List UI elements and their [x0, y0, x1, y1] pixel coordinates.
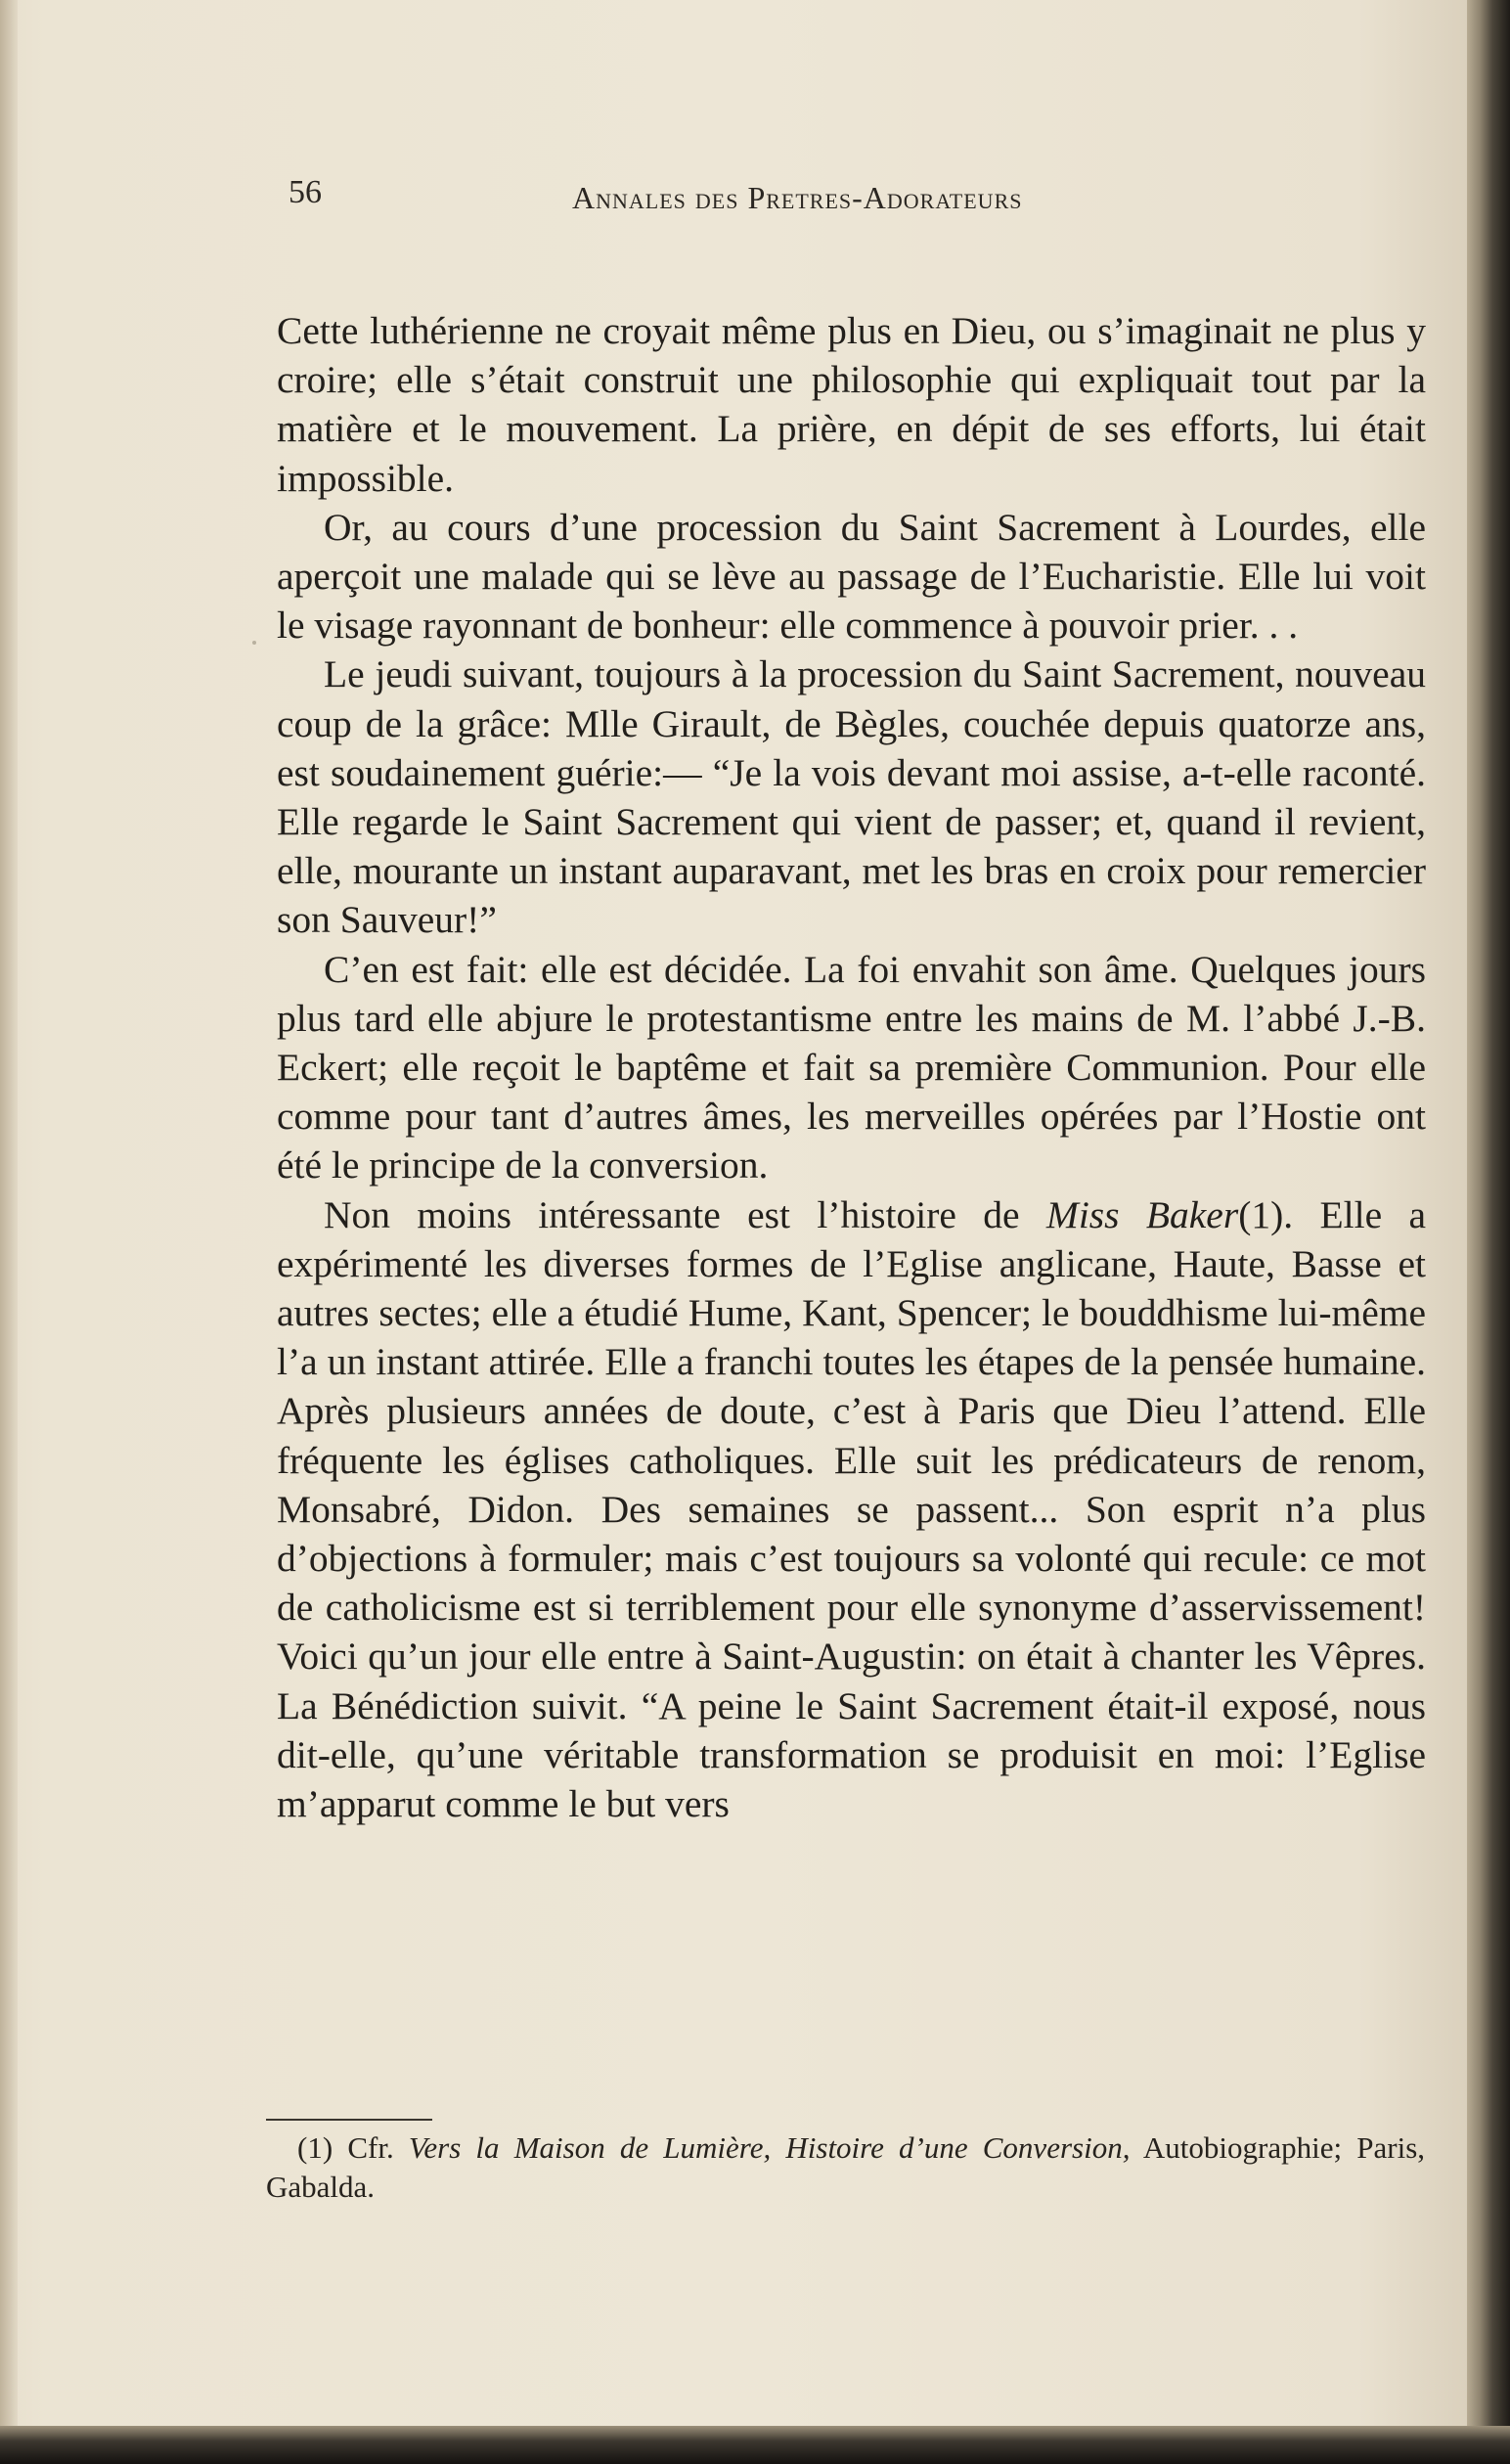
footnote-book-title: Vers la Maison de Lumière, Histoire d’une Conversion,	[408, 2130, 1131, 2165]
footnote-marker: (1)	[297, 2130, 333, 2165]
footnote-publisher: Autobiographie; Paris, Gabalda.	[266, 2130, 1426, 2204]
paragraph-1: Cette luthérienne ne croyait même plus en Dieu, ou s’imaginait ne plus y croire; elle s’était construit une philosophie qui expliquait tout par la matière et le mouvement. La prière, en dépit de ses efforts, lui était impossible.	[277, 309, 1426, 500]
footnote-rule	[266, 2119, 432, 2121]
page-gutter	[0, 0, 18, 2426]
paragraph-2: Or, au cours d’une procession du Saint Sacrement à Lourdes, elle aperçoit une malade qui se lève au passage de l’Eucharistie. Elle lui voit le visage rayonnant de bonheur: elle commence à pouvoir prier. . .	[277, 505, 1426, 648]
page-edge-shadow	[1467, 0, 1510, 2464]
page-header	[289, 174, 1149, 223]
main-text	[277, 306, 1426, 1828]
footnote-cfr: Cfr.	[347, 2130, 394, 2165]
paragraph-5	[277, 1190, 1426, 1829]
ink-speck	[282, 425, 287, 428]
paragraph-3: Le jeudi suivant, toujours à la procession du Saint Sacrement, nouveau coup de la grâce: Mlle Girault, de Bègles, couchée depuis quatorze ans, est soudainement guérie:— “Je la vois devant moi assise, a-t-elle raconté. Elle regarde le Saint Sacrement qui vient de passer; et, quand il revient, elle, mourante un instant auparavant, met les bras en croix pour remercier son Sauveur!”	[277, 652, 1426, 942]
page-bottom-shadow	[0, 2426, 1510, 2464]
running-title: Annales des Pretres-Adorateurs	[572, 180, 1023, 215]
ink-speck	[252, 641, 256, 645]
page-number: 56	[289, 174, 322, 210]
paragraph-5-start: Non moins intéressante est l’histoire de	[324, 1192, 1046, 1236]
miss-baker-name: Miss Baker	[1045, 1192, 1239, 1236]
footnote	[266, 2128, 1425, 2207]
paragraph-4: C’en est fait: elle est décidée. La foi envahit son âme. Quelques jours plus tard elle abjure le protestantisme entre les mains de M. l’abbé J.-B. Eckert; elle reçoit le baptême et fait sa première Communion. Pour elle comme pour tant d’autres âmes, les merveilles opérées par l’Hostie ont été le principe de la conversion.	[277, 947, 1426, 1187]
paragraph-5-rest: (1). Elle a expérimenté les diverses formes de l’Eglise anglicane, Haute, Basse et autres sectes; elle a étudié Hume, Kant, Spencer; le bouddhisme lui-même l’a un instant attirée. Elle a franchi toutes les étapes de la pensée humaine. Après plusieurs années de doute, c’est à Paris que Dieu l’attend. Elle fréquente les églises catholiques. Elle suit les prédicateurs de renom, Monsabré, Didon. Des semaines se passent... Son esprit n’a plus d’objections à formuler; mais c’est toujours sa volonté qui recule: ce mot de catholicisme est si terriblement pour elle synonyme d’asservissement! Voici qu’un jour elle entre à Saint-Augustin: on était à chanter les Vêpres. La Bénédiction suivit. “A peine le Saint Sacrement était-il exposé, nous dit-elle, qu’une véritable transformation se produisit en moi: l’Eglise m’apparut comme le but vers	[277, 1192, 1426, 1826]
